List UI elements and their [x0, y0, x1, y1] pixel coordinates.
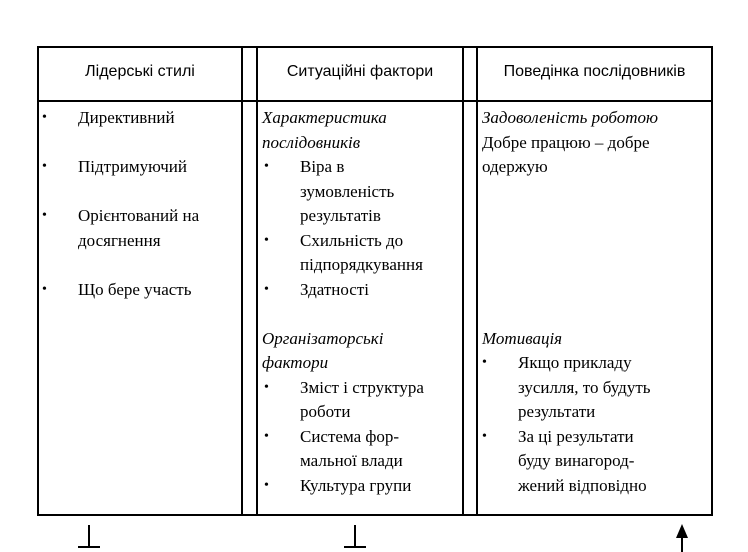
- list-item: [42, 155, 238, 180]
- list-item: [482, 425, 712, 450]
- style-supportive: Підтримуючий: [78, 157, 187, 176]
- motivation-effort-line2: зусилля, то будуть: [518, 377, 651, 397]
- factor-subordination-line1: Схильність до: [300, 230, 404, 250]
- factor-abilities: Здатності: [300, 279, 369, 299]
- bullet: •: [264, 159, 269, 174]
- header-divider: [37, 100, 713, 102]
- style-achievement-line2: досягнення: [78, 230, 161, 250]
- list-item: [262, 425, 462, 450]
- factor-belief-line1: Віра в: [300, 157, 345, 176]
- column-divider-1b: [256, 46, 258, 516]
- bullet: •: [264, 477, 269, 493]
- factor-formal-authority-line2: мальної влади: [300, 451, 403, 470]
- bullet: •: [264, 232, 269, 248]
- column-divider-2b: [476, 46, 478, 516]
- motivation-effort-line1: Якщо прикладу: [518, 353, 632, 372]
- organizational-factors-heading-1: Організаторські: [262, 328, 384, 348]
- factor-work-structure-line1: Зміст і структура: [300, 377, 424, 397]
- bullet: •: [42, 159, 47, 174]
- motivation-reward-line2: буду винагород-: [518, 451, 635, 470]
- list-item: [42, 106, 238, 131]
- satisfaction-text-line2: одержую: [482, 157, 548, 176]
- organizational-factors-heading-2: фактори: [262, 353, 329, 372]
- column-divider-2a: [462, 46, 464, 516]
- column-divider-1a: [241, 46, 243, 516]
- list-item: [482, 351, 712, 376]
- factor-belief-line3: результатів: [300, 206, 381, 225]
- bullet: •: [264, 428, 269, 444]
- motivation-heading: Мотивація: [482, 328, 563, 348]
- motivation-reward-line3: жений відповідно: [518, 475, 647, 495]
- bullet: •: [42, 281, 47, 297]
- satisfaction-text-line1: Добре працюю – добре: [482, 132, 650, 152]
- follower-characteristics-heading-1: Характеристика: [262, 108, 387, 127]
- situational-factors-column: [262, 106, 462, 498]
- follower-characteristics-heading-2: послідовників: [262, 132, 361, 152]
- list-item: [262, 376, 462, 401]
- list-item: [262, 278, 462, 303]
- factor-formal-authority-line1: Система фор-: [300, 426, 400, 446]
- list-item: [262, 229, 462, 254]
- style-directive: Директивний: [78, 108, 175, 127]
- bullet: •: [42, 208, 47, 223]
- list-item: [262, 155, 462, 180]
- bullet: •: [264, 379, 269, 395]
- bullet: •: [482, 428, 487, 444]
- bullet: •: [264, 281, 269, 297]
- motivation-effort-line3: результати: [518, 402, 596, 421]
- factor-work-structure-line2: роботи: [300, 402, 351, 421]
- header-leadership-styles: Лідерські стилі: [85, 63, 195, 80]
- style-achievement-line1: Орієнтований на: [78, 206, 200, 225]
- header-situational-factors: Ситуаційні фактори: [286, 63, 434, 80]
- follower-behavior-column: [482, 106, 712, 498]
- bullet: •: [482, 355, 487, 370]
- motivation-reward-line1: За ці результати: [518, 426, 634, 446]
- list-item: [42, 278, 238, 303]
- leadership-styles-column: [42, 106, 238, 302]
- factor-belief-line2: зумовленість: [300, 181, 395, 201]
- header-follower-behavior: Поведінка послідовників: [503, 63, 686, 80]
- style-participative: Що бере участь: [78, 279, 192, 299]
- bullet: •: [42, 110, 47, 125]
- list-item: [42, 229, 238, 254]
- factor-group-culture: Культура групи: [300, 475, 412, 495]
- factor-subordination-line2: підпорядкування: [300, 255, 423, 274]
- list-item: [42, 204, 238, 229]
- list-item: [262, 474, 462, 499]
- job-satisfaction-heading: Задоволеність роботою: [482, 108, 658, 127]
